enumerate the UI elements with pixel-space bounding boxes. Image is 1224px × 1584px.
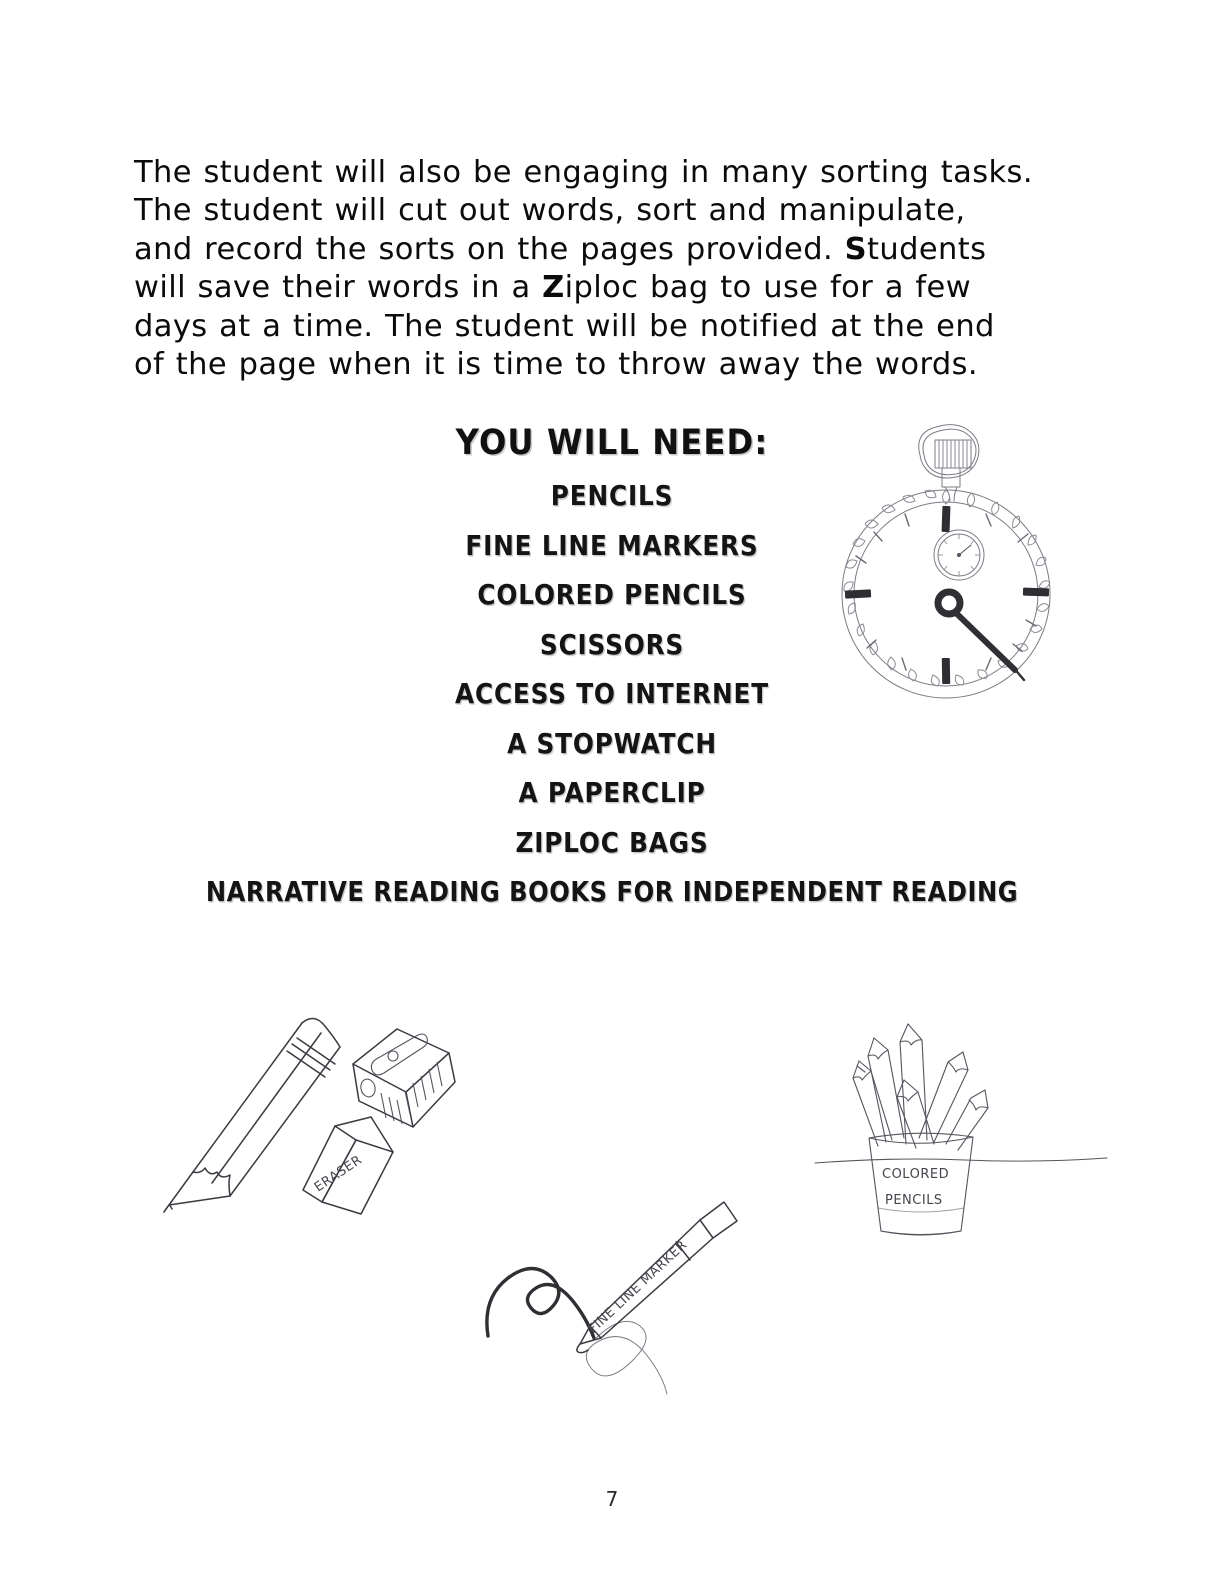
needs-item-a-paperclip: A PAPERCLIP <box>518 777 706 810</box>
eraser-icon <box>303 1117 393 1214</box>
needs-item-access-to-internet: ACCESS TO INTERNET <box>455 678 769 711</box>
pencil-sharpener-icon <box>353 1029 455 1127</box>
you-will-need-heading: YOU WILL NEED: <box>455 423 769 463</box>
marker-label: FINE LINE MARKER <box>585 1237 691 1337</box>
colored-pencils-group <box>853 1024 988 1150</box>
table-line <box>815 1158 1107 1163</box>
needs-item-narrative-reading-books: NARRATIVE READING BOOKS FOR INDEPENDENT READING <box>205 876 1019 909</box>
cup-label-line1: COLORED <box>882 1167 950 1182</box>
pencil-eraser-sharpener-illustration <box>150 1000 470 1230</box>
intro-paragraph: The student will also be engaging in many sorting tasks. The student will cut out words, sort and manipulate, and record the sorts on the pages provided. Students will save their words in a Ziploc bag to use for a few days at a time. The student will be notified at the end of the page when it is time to throw away the words. <box>134 155 1033 383</box>
pencil-cup <box>869 1133 973 1235</box>
stopwatch-hand <box>938 592 1024 680</box>
cup-label-line2: PENCILS <box>885 1193 943 1208</box>
needs-item-pencils: PENCILS <box>550 480 674 513</box>
stopwatch-dial <box>845 506 1049 684</box>
eraser-label: ERASER <box>311 1152 366 1196</box>
needs-item-colored-pencils: COLORED PENCILS <box>477 579 747 612</box>
stopwatch-illustration <box>808 408 1078 708</box>
needs-item-fine-line-markers: FINE LINE MARKERS <box>465 529 759 562</box>
colored-pencils-cup-illustration <box>812 1018 1112 1248</box>
needs-item-ziploc-bags: ZIPLOC BAGS <box>515 826 709 859</box>
needs-item-scissors: SCISSORS <box>539 628 685 661</box>
fine-line-marker-illustration <box>462 1180 772 1410</box>
stopwatch-subdial <box>934 530 984 580</box>
marker-icon <box>577 1202 737 1353</box>
needs-item-a-stopwatch: A STOPWATCH <box>507 727 717 760</box>
page-number: 7 <box>605 1487 619 1511</box>
